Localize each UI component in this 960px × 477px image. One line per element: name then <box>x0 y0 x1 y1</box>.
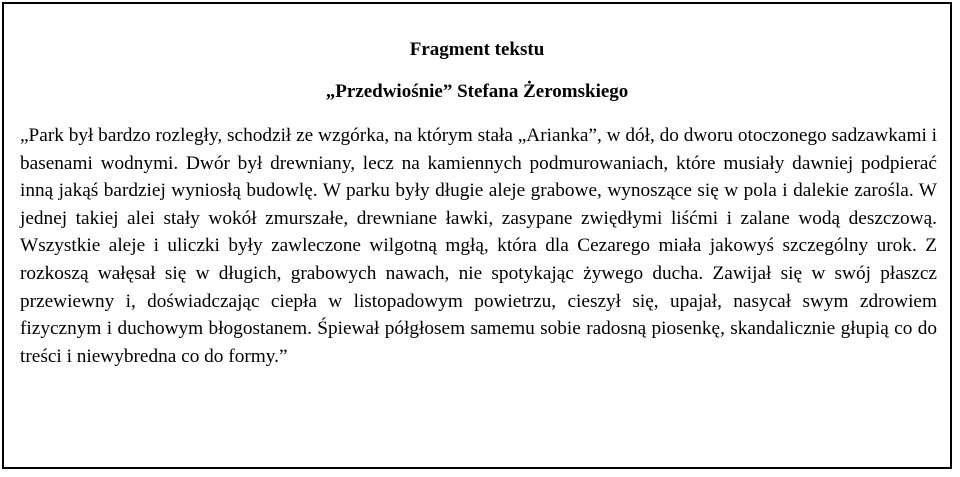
document-subtitle: „Przedwiośnie” Stefana Żeromskiego <box>325 81 629 102</box>
document-frame <box>2 2 952 469</box>
document-title: Fragment tekstu <box>409 39 545 60</box>
passage-text: „Park był bardzo rozległy, schodził ze wzgórka, na którym stała „Arianka”, w dół, do dworu otoczonego sadzawkami i basenami wodnymi. Dwór był drewniany, lecz na kamiennych podmurowaniach, które musiały dawniej podpierać inną jakąś bardziej wyniosłą budowlę. W parku były długie aleje grabowe, wynoszące się w pola i dalekie zarośla. W jednej takiej alei stały wokół zmurszałe, drewniane ławki, zasypane zwiędłymi liśćmi i zalane wodą deszczową. Wszystkie aleje i uliczki były zawleczone wilgotną mgłą, która dla Cezarego miała jakowyś szczególny urok. Z rozkoszą wałęsał się w długich, grabowych nawach, nie spotykając żywego ducha. Zawijał się w swój płaszcz przewiewny i, doświadczając ciepła w listopadowym powietrzu, cieszył się, upajał, nasycał swym zdrowiem fizycznym i duchowym błogostanem. Śpiewał półgłosem samemu sobie radosną piosenkę, skandalicznie głupią co do treści i niewybredna co do formy.” <box>20 125 937 367</box>
